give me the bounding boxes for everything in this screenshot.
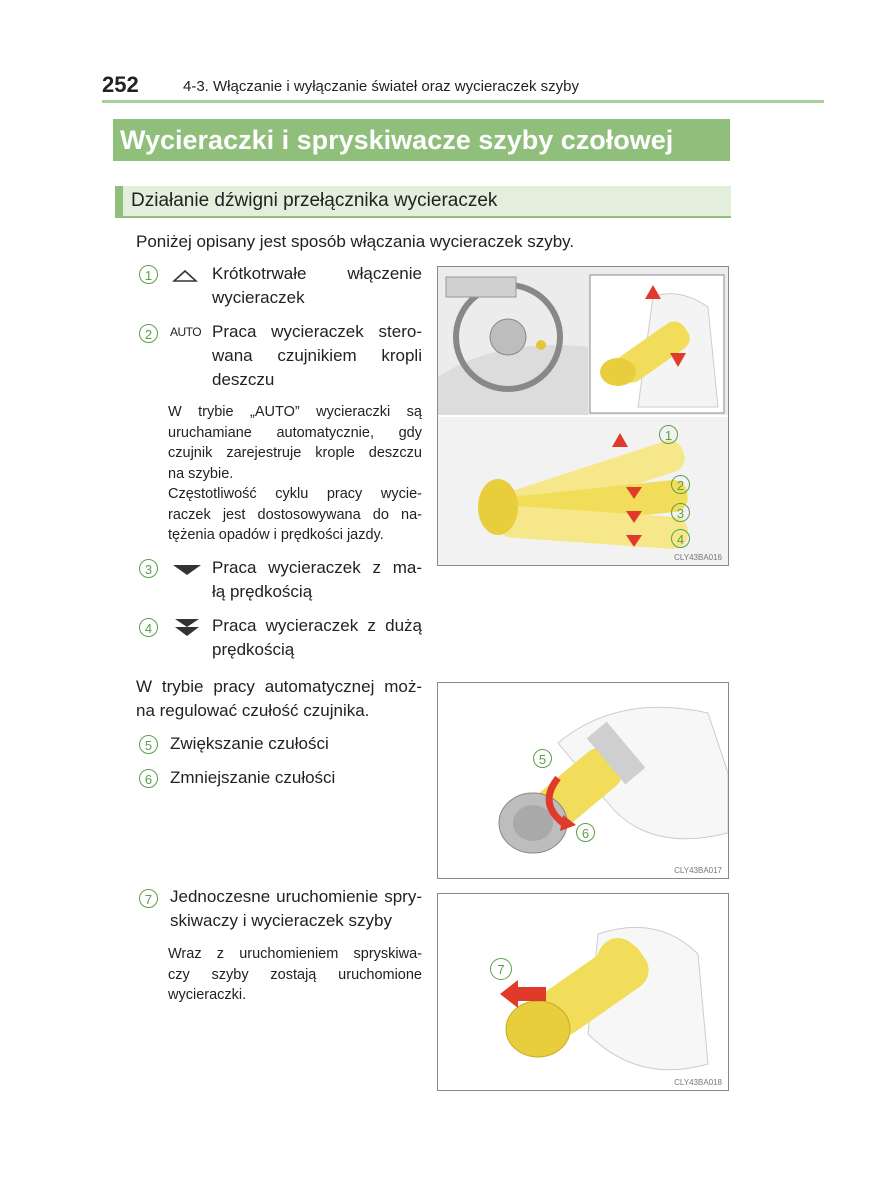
item-4-line2: prędkością [212,640,295,659]
figure-2-illustration [438,683,728,878]
item-2-line1: Praca wycieraczek stero- [212,322,422,341]
auto-note-line: Częstotliwość cyklu pracy wycie- [168,486,422,502]
washer-note-line: Wraz z uruchomieniem spryskiwa- [168,946,422,962]
auto-note-line: raczek jest dostosowywana do na- [168,506,422,523]
item-number-3: 3 [139,559,158,578]
item-number-4: 4 [139,618,158,637]
item-number-7: 7 [139,889,158,908]
washer-note [168,944,422,1006]
figure-label-7: 7 [490,958,512,980]
washer-note-line: wycieraczki. [168,987,247,1003]
header-divider [102,100,824,103]
auto-icon: AUTO [170,325,202,339]
intro-text: Poniżej opisany jest sposób włączania wycieraczek szyby. [136,232,575,251]
auto-note-line: czujnik zarejestruje krople deszczu [168,445,422,461]
item-4-line1: Praca wycieraczek z dużą [212,616,422,635]
double-triangle-down-icon [174,618,200,638]
figure-washer-pull [437,893,729,1091]
subsection-title: Działanie dźwigni przełącznika wycieraczek [115,186,731,218]
section-title: Wycieraczki i spryskiwacze szyby czołowej [113,119,730,161]
item-3-line2: łą prędkością [212,582,313,601]
item-7-line1: Jednoczesne uruchomienie spry- [170,887,422,906]
triangle-up-outline-icon [172,269,198,283]
triangle-down-icon [172,564,202,576]
item-3-line1: Praca wycieraczek z ma- [212,558,422,577]
figure-sensitivity-dial [437,682,729,879]
auto-note-line: W trybie „AUTO” wycieraczki są [168,404,422,420]
item-6-text: Zmniejszanie czułości [170,768,336,787]
page-number: 252 [102,72,139,97]
figure-label-5: 5 [533,749,552,768]
sensitivity-intro-line2: na regulować czułość czujnika. [136,701,370,720]
item-number-1: 1 [139,265,158,284]
item-2-line3: deszczu [212,370,275,389]
figure-label-3: 3 [671,503,690,522]
chapter-title: 4-3. Włączanie i wyłączanie świateł oraz wycieraczek szyby [183,78,579,95]
item-2-line2: wana czujnikiem kropli [212,346,422,365]
figure-3-illustration [438,894,728,1090]
item-number-2: 2 [139,324,158,343]
item-number-6: 6 [139,769,158,788]
washer-note-line: czy szyby zostają uruchomione [168,966,422,983]
figure-wiper-lever-positions [437,266,729,566]
sensitivity-intro-line1: W trybie pracy automatycznej moż- [136,677,422,696]
figure-1-caption: CLY43BA016 [674,553,722,562]
auto-note-line: na szybie. [168,465,234,482]
figure-2-caption: CLY43BA017 [674,866,722,875]
item-1-line2: wycieraczek [212,288,305,307]
figure-label-1: 1 [659,425,678,444]
figure-label-4: 4 [671,529,690,548]
item-7-line2: skiwaczy i wycieraczek szyby [170,911,392,930]
auto-note-line: tężenia opadów i prędkości jazdy. [168,527,384,543]
item-number-5: 5 [139,735,158,754]
figure-3-caption: CLY43BA018 [674,1078,722,1087]
item-1-line1: Krótkotrwałe włączenie [212,264,422,283]
auto-note [168,402,422,546]
figure-label-6: 6 [576,823,595,842]
item-5-text: Zwiększanie czułości [170,734,329,753]
figure-label-2: 2 [671,475,690,494]
auto-note-line: uruchamiane automatycznie, gdy [168,424,422,441]
